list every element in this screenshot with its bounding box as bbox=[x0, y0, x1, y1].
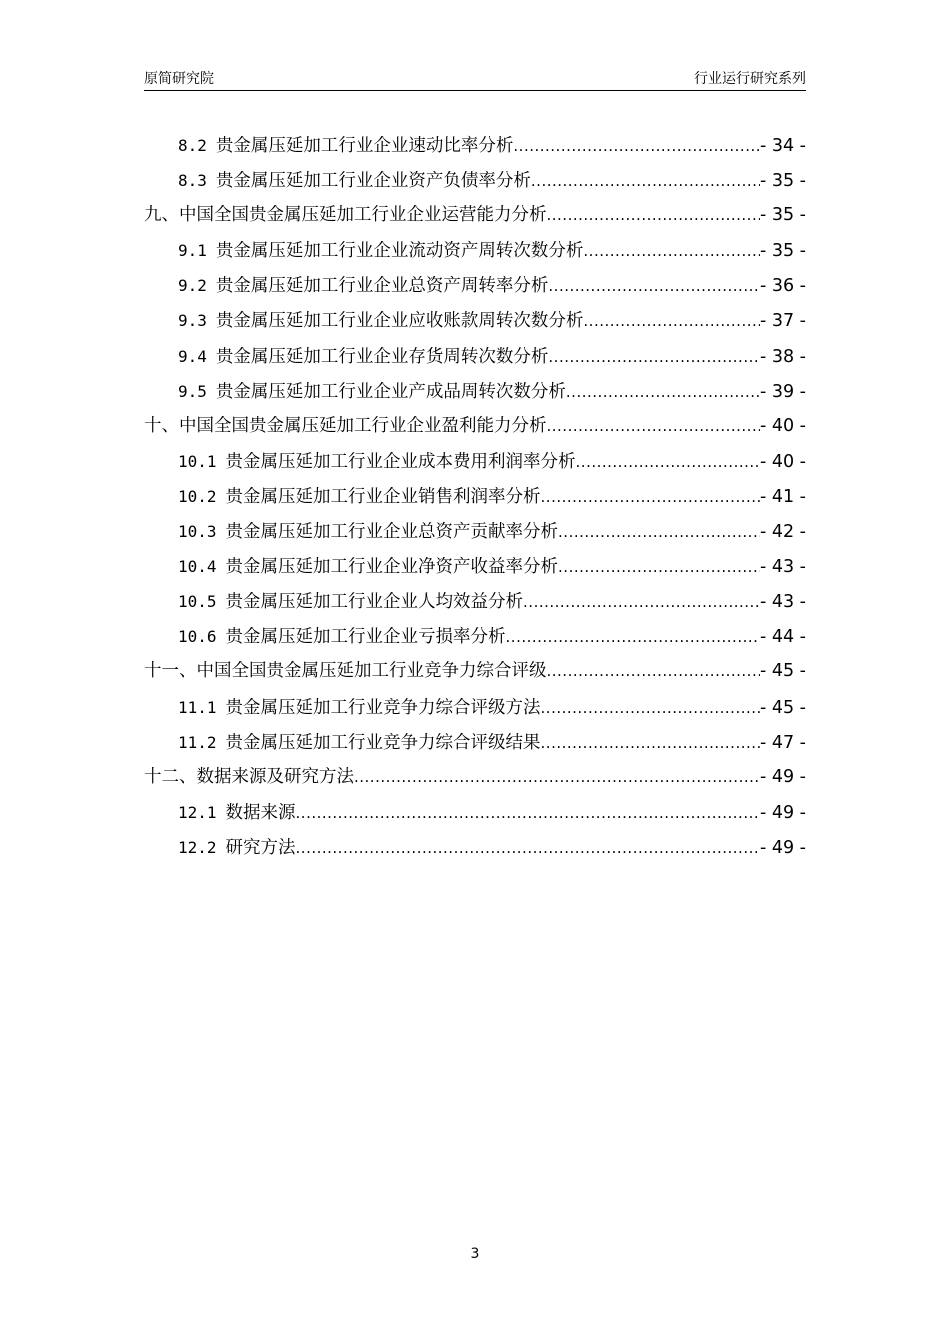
toc-entry-number: 10.2 bbox=[178, 486, 217, 506]
toc-entry[interactable] bbox=[144, 374, 806, 409]
toc-entry-number: 10.1 bbox=[178, 451, 217, 471]
toc-entry-number: 9.3 bbox=[178, 311, 207, 331]
toc-entry-number: 8.3 bbox=[178, 171, 207, 191]
toc-entry[interactable] bbox=[144, 654, 806, 689]
toc-entry-title: 贵金属压延加工行业企业总资产贡献率分析 bbox=[225, 522, 559, 543]
toc-entry[interactable] bbox=[144, 339, 806, 374]
toc-entry-page: - 34 - bbox=[759, 136, 806, 156]
toc-entry-title: 数据来源 bbox=[225, 802, 296, 823]
toc-entry-title: 贵金属压延加工行业企业存货周转次数分析 bbox=[215, 346, 549, 367]
toc-entry-title: 九、中国全国贵金属压延加工行业企业运营能力分析 bbox=[144, 205, 547, 226]
toc-entry[interactable] bbox=[144, 233, 806, 268]
toc-entry-page: - 35 - bbox=[759, 241, 806, 262]
toc-entry-number: 8.2 bbox=[178, 136, 207, 155]
toc-entry-page: - 40 - bbox=[759, 415, 806, 436]
toc-entry-title: 贵金属压延加工行业企业人均效益分析 bbox=[225, 592, 524, 613]
toc-entry-title: 贵金属压延加工行业企业销售利润率分析 bbox=[225, 486, 541, 507]
toc-entry[interactable] bbox=[144, 725, 806, 760]
toc-entry-title: 贵金属压延加工行业企业总资产周转率分析 bbox=[215, 276, 549, 297]
toc-entry-title: 贵金属压延加工行业企业速动比率分析 bbox=[215, 136, 514, 156]
toc-entry-title: 贵金属压延加工行业企业净资产收益率分析 bbox=[225, 557, 559, 578]
toc-dot-leader bbox=[513, 129, 760, 164]
toc-entry-title: 十、中国全国贵金属压延加工行业企业盈利能力分析 bbox=[144, 415, 547, 436]
toc-entry-page: - 39 - bbox=[759, 381, 806, 402]
toc-entry-number: 10.3 bbox=[178, 522, 217, 542]
toc-entry-number: 10.5 bbox=[178, 592, 217, 612]
toc-entry-page: - 49 - bbox=[759, 766, 806, 787]
toc-entry-title: 贵金属压延加工行业企业成本费用利润率分析 bbox=[225, 451, 576, 472]
page-header bbox=[144, 64, 806, 91]
toc-entry-title: 贵金属压延加工行业企业应收账款周转次数分析 bbox=[215, 311, 584, 332]
toc-entry-page: - 38 - bbox=[759, 346, 806, 367]
toc-entry[interactable] bbox=[144, 268, 806, 303]
toc-entry[interactable] bbox=[144, 830, 806, 865]
toc-entry-title: 研究方法 bbox=[225, 837, 296, 858]
toc-dot-leader bbox=[547, 409, 760, 444]
toc-entry-page: - 43 - bbox=[759, 557, 806, 578]
toc-dot-leader bbox=[296, 796, 760, 831]
toc-entry-number: 9.2 bbox=[178, 276, 207, 296]
page-number: 3 bbox=[470, 1246, 480, 1262]
toc-entry-title: 十一、中国全国贵金属压延加工行业竞争力综合评级 bbox=[144, 661, 547, 682]
toc-entry-page: - 49 - bbox=[759, 802, 806, 823]
toc-entry-page: - 45 - bbox=[759, 697, 806, 718]
toc-dot-leader bbox=[548, 340, 760, 375]
toc-entry-number: 11.2 bbox=[178, 732, 217, 752]
toc-entry[interactable] bbox=[144, 409, 806, 444]
toc-dot-leader bbox=[548, 269, 760, 304]
toc-dot-leader bbox=[566, 375, 760, 410]
table-of-contents bbox=[144, 128, 806, 865]
toc-dot-leader bbox=[523, 585, 760, 620]
toc-dot-leader bbox=[558, 550, 760, 585]
toc-entry-page: - 35 - bbox=[759, 171, 806, 192]
header-org-name: 原简研究院 bbox=[144, 71, 214, 87]
toc-dot-leader bbox=[506, 620, 760, 655]
toc-entry[interactable] bbox=[144, 198, 806, 233]
toc-dot-leader bbox=[531, 164, 760, 199]
toc-entry-page: - 44 - bbox=[759, 627, 806, 648]
toc-dot-leader bbox=[583, 234, 760, 269]
toc-entry[interactable] bbox=[144, 128, 806, 163]
toc-entry-title: 贵金属压延加工行业企业亏损率分析 bbox=[225, 627, 506, 648]
toc-entry-page: - 40 - bbox=[759, 451, 806, 472]
toc-entry-number: 12.2 bbox=[178, 837, 217, 857]
toc-entry-number: 9.1 bbox=[178, 241, 207, 261]
toc-entry[interactable] bbox=[144, 690, 806, 725]
toc-dot-leader bbox=[541, 480, 760, 515]
toc-dot-leader bbox=[541, 726, 760, 761]
toc-dot-leader bbox=[583, 304, 760, 339]
toc-entry-title: 贵金属压延加工行业企业产成品周转次数分析 bbox=[215, 381, 566, 402]
toc-entry-page: - 35 - bbox=[759, 205, 806, 226]
toc-dot-leader bbox=[296, 831, 760, 866]
toc-entry-number: 12.1 bbox=[178, 802, 217, 822]
toc-dot-leader bbox=[558, 515, 760, 550]
toc-dot-leader bbox=[547, 198, 760, 233]
toc-entry-page: - 49 - bbox=[759, 837, 806, 858]
toc-entry-number: 10.6 bbox=[178, 627, 217, 647]
toc-entry-page: - 36 - bbox=[759, 276, 806, 297]
toc-entry-title: 贵金属压延加工行业企业资产负债率分析 bbox=[215, 171, 531, 192]
toc-dot-leader bbox=[354, 760, 760, 795]
toc-entry-number: 9.4 bbox=[178, 346, 207, 366]
toc-entry-number: 9.5 bbox=[178, 381, 207, 401]
toc-entry-page: - 37 - bbox=[759, 311, 806, 332]
toc-entry[interactable] bbox=[144, 760, 806, 795]
toc-dot-leader bbox=[576, 445, 760, 480]
toc-entry-number: 10.4 bbox=[178, 557, 217, 577]
toc-entry-title: 贵金属压延加工行业企业流动资产周转次数分析 bbox=[215, 241, 584, 262]
toc-entry[interactable] bbox=[144, 584, 806, 619]
toc-entry[interactable] bbox=[144, 479, 806, 514]
toc-entry[interactable] bbox=[144, 619, 806, 654]
toc-entry[interactable] bbox=[144, 303, 806, 338]
toc-entry-page: - 42 - bbox=[759, 522, 806, 543]
toc-entry[interactable] bbox=[144, 514, 806, 549]
toc-dot-leader bbox=[541, 691, 760, 726]
toc-entry-title: 贵金属压延加工行业竞争力综合评级方法 bbox=[225, 697, 541, 718]
header-series-name: 行业运行研究系列 bbox=[694, 71, 806, 87]
toc-entry-page: - 41 - bbox=[759, 486, 806, 507]
toc-entry[interactable] bbox=[144, 549, 806, 584]
toc-entry-number: 11.1 bbox=[178, 697, 217, 717]
toc-entry-title: 贵金属压延加工行业竞争力综合评级结果 bbox=[225, 732, 541, 753]
toc-entry-page: - 47 - bbox=[759, 732, 806, 753]
toc-entry[interactable] bbox=[144, 163, 806, 198]
toc-dot-leader bbox=[547, 654, 760, 689]
toc-entry-page: - 43 - bbox=[759, 592, 806, 613]
toc-entry-page: - 45 - bbox=[759, 661, 806, 682]
toc-entry-title: 十二、数据来源及研究方法 bbox=[144, 766, 354, 787]
toc-entry[interactable] bbox=[144, 795, 806, 830]
toc-entry[interactable] bbox=[144, 444, 806, 479]
